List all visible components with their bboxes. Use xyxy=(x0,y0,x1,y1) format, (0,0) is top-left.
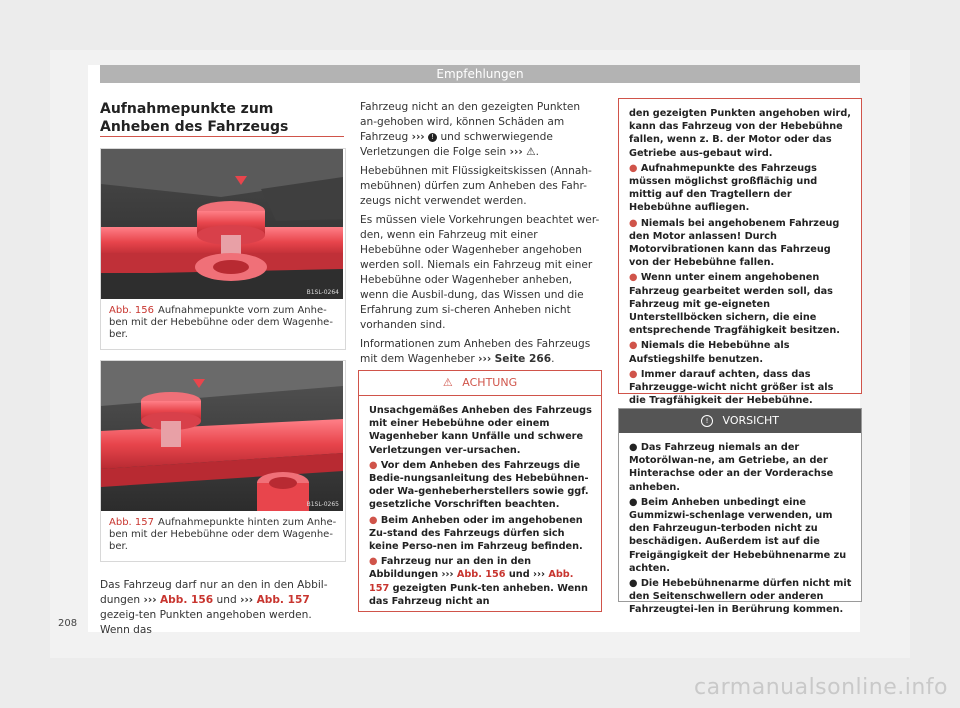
figure-157-image xyxy=(101,361,343,511)
warning-box xyxy=(358,370,602,612)
figure-156 xyxy=(100,148,346,350)
warning-intro: Unsachgemäßes Anheben des Fahrzeugs mit einer Hebebühne oder einem Wagenheber kann Unfälle und schwere Verletzungen ver-ursachen. xyxy=(369,405,592,456)
caution-title: VORSICHT xyxy=(722,414,780,427)
paragraph: Informationen zum Anheben des Fahrzeugs mit dem Wagenheber ››› Seite 266. xyxy=(360,338,591,365)
arrow-icon: ››› xyxy=(411,131,425,143)
watermark: carmanualsonline.info xyxy=(694,675,948,700)
figure-label: Abb. 156 xyxy=(109,305,154,316)
figure-caption xyxy=(101,299,345,349)
arrow-icon: ››› xyxy=(240,594,254,606)
figure-link[interactable]: Abb. 156 xyxy=(456,569,506,581)
warning-title: ACHTUNG xyxy=(462,376,518,389)
caution-bullet xyxy=(629,496,853,575)
title-underline xyxy=(100,136,344,137)
bullet-icon: ● xyxy=(629,442,638,453)
text-span: Immer darauf achten, dass das Fahrzeugge-wicht nicht größer ist als die Tragfähigkeit der Hebebühne. xyxy=(629,368,834,407)
bullet-icon: ● xyxy=(629,340,638,352)
warning-header xyxy=(359,371,601,396)
warning-bullet xyxy=(629,271,853,337)
caution-bullet xyxy=(629,577,853,617)
bullet-icon: ● xyxy=(629,162,638,174)
figure-156-image xyxy=(101,149,343,299)
text-span: Niemals die Hebebühne als Aufstiegshilfe benutzen. xyxy=(629,340,790,365)
figure-157 xyxy=(100,360,346,562)
text-span: und xyxy=(216,594,237,606)
section-title: Aufnahmepunkte zum Anheben des Fahrzeugs xyxy=(100,101,289,135)
bullet-icon: ● xyxy=(369,459,378,471)
figure-caption xyxy=(101,511,345,561)
text-span: Beim Anheben unbedingt eine Gummizwi-schenlage verwenden, um den Fahrzeugun-terboden nicht zu beschädigen. Außerdem ist auf die Freigängigkeit der Hebebühnenarme zu achten. xyxy=(629,496,847,574)
bullet-icon: ● xyxy=(629,496,638,508)
bullet-icon: ● xyxy=(629,272,638,284)
figure-caption-text: Aufnahmepunkte hinten zum Anhe-ben mit der Hebebühne oder dem Wagenhe-ber. xyxy=(109,517,337,552)
warning-box-continued xyxy=(618,98,862,407)
warning-body xyxy=(619,99,861,407)
page-number: 208 xyxy=(58,618,78,629)
warning-bullet xyxy=(629,217,853,270)
text-span: Die Hebebühnenarme dürfen nicht mit den Seitenschwellern oder anderen Fahrzeugtei-len in Berührung kommen. xyxy=(629,578,852,616)
bullet-icon: ● xyxy=(369,556,378,568)
arrow-icon: ››› xyxy=(533,569,545,581)
rear-lift-point-illustration xyxy=(101,361,343,511)
text-span: und xyxy=(508,569,530,581)
warning-bullet xyxy=(629,339,853,365)
caution-box xyxy=(618,408,862,616)
figure-link[interactable]: Abb. 157 xyxy=(369,569,574,594)
figure-caption-text: Aufnahmepunkte vorn zum Anhe-ben mit der Hebebühne oder dem Wagenhe-ber. xyxy=(109,305,333,340)
arrow-icon: ››› xyxy=(441,569,454,581)
paragraph: Fahrzeug nicht an den gezeigten Punkten an-gehoben wird, können Schäden am Fahrzeug ››› ! und schwerwiegende Verletzungen die Folge sein ››› ⚠. xyxy=(360,101,581,158)
bullet-icon: ● xyxy=(629,217,638,229)
paragraph: Es müssen viele Vorkehrungen beachtet wer-den, wenn ein Fahrzeug mit einer Hebebühne oder Wagenheber angehoben werden soll. Niemals ein Fahrzeug mit einer Hebebühne oder Wagenheber anheben, wenn die Ausbil-dung, das Wissen und die Erfahrung zum si-cheren Anheben nicht vorhanden sind. xyxy=(360,214,600,331)
caution-circle-icon: ! xyxy=(701,415,713,427)
text-span: Das Fahrzeug niemals an der Motorölwan-ne, am Getriebe, an der Hinterachse oder an der Vorderachse anheben. xyxy=(629,442,834,493)
body-paragraph-left xyxy=(100,578,344,638)
warning-bullet xyxy=(369,459,593,512)
warning-triangle-icon: ⚠ xyxy=(442,376,453,389)
text-span: Das Fahrzeug darf nur an den in den Abbil-dungen xyxy=(100,579,328,606)
figure-code: B1SL-0265 xyxy=(306,501,339,508)
text-span: gezeig-ten Punkten angehoben werden. Wenn das xyxy=(100,609,312,636)
text-span: und schwerwiegende Verletzungen die Folge sein xyxy=(360,131,553,158)
body-column-middle xyxy=(360,100,600,371)
warning-bullet xyxy=(629,368,853,408)
front-lift-point-illustration xyxy=(101,149,343,299)
arrow-icon: ››› xyxy=(509,146,523,158)
caution-header xyxy=(619,409,861,433)
warning-triangle-icon: ⚠ xyxy=(526,146,536,158)
text-span: Aufnahmepunkte des Fahrzeugs müssen möglichst großflächig und mittig auf den Tragtellern der Hebebühne aufliegen. xyxy=(629,162,818,214)
warning-body xyxy=(359,396,601,608)
text-span: Niemals bei angehobenem Fahrzeug den Motor anlassen! Durch Motorvibrationen kann das Fahrzeug von der Hebebühne fallen. xyxy=(629,217,840,269)
caution-bullet xyxy=(629,441,853,494)
text-span: Vor dem Anheben des Fahrzeugs die Bedie-nungsanleitung des Hebebühnen-oder Wa-genheberherstellers sowie ggf. gesetzliche Vorschriften beachten. xyxy=(369,459,589,511)
figure-link[interactable]: Abb. 157 xyxy=(256,594,310,606)
warning-bullet xyxy=(369,555,593,608)
paragraph: Hebebühnen mit Flüssigkeitskissen (Annah-mebühnen) dürfen zum Anheben des Fahr-zeugs nicht verwendet werden. xyxy=(360,165,592,207)
text-span: Fahrzeug nicht an den gezeigten Punkten an-gehoben wird, können Schäden am Fahrzeug xyxy=(360,101,581,143)
arrow-icon: ››› xyxy=(143,594,157,606)
text-span: gezeigten Punk-ten anheben. Wenn das Fahrzeug nicht an xyxy=(369,582,588,607)
text-span: Wenn unter einem angehobenen Fahrzeug gearbeitet werden soll, das Fahrzeug mit ge-eigneten Unterstellböcken sichern, die eine entsprechende Tragfähigkeit besitzen. xyxy=(629,272,840,337)
warning-bullet xyxy=(629,162,853,215)
text-span: Fahrzeug nur an den in den Abbildungen xyxy=(369,556,532,581)
chapter-header: Empfehlungen xyxy=(100,65,860,83)
text-span: Beim Anheben oder im angehobenen Zu-stand des Fahrzeugs dürfen sich keine Perso-nen im Fahrzeug befinden. xyxy=(369,514,583,553)
figure-label: Abb. 157 xyxy=(109,517,154,528)
info-circle-icon: ! xyxy=(428,133,437,142)
bullet-icon: ● xyxy=(629,578,638,590)
caution-body xyxy=(619,433,861,617)
warning-continuation: den gezeigten Punkten angehoben wird, kann das Fahrzeug von der Hebebühne fallen, wenn z. B. der Motor oder das Getriebe aus-gebaut wird. xyxy=(629,108,851,159)
bullet-icon: ● xyxy=(369,514,378,526)
text-span: Informationen zum Anheben des Fahrzeugs mit dem Wagenheber xyxy=(360,338,591,365)
warning-bullet xyxy=(369,514,593,554)
bullet-icon: ● xyxy=(629,368,638,380)
figure-code: B1SL-0264 xyxy=(306,289,339,296)
page-link[interactable]: Seite 266 xyxy=(494,353,552,365)
figure-link[interactable]: Abb. 156 xyxy=(159,594,214,606)
arrow-icon: ››› xyxy=(478,353,492,365)
